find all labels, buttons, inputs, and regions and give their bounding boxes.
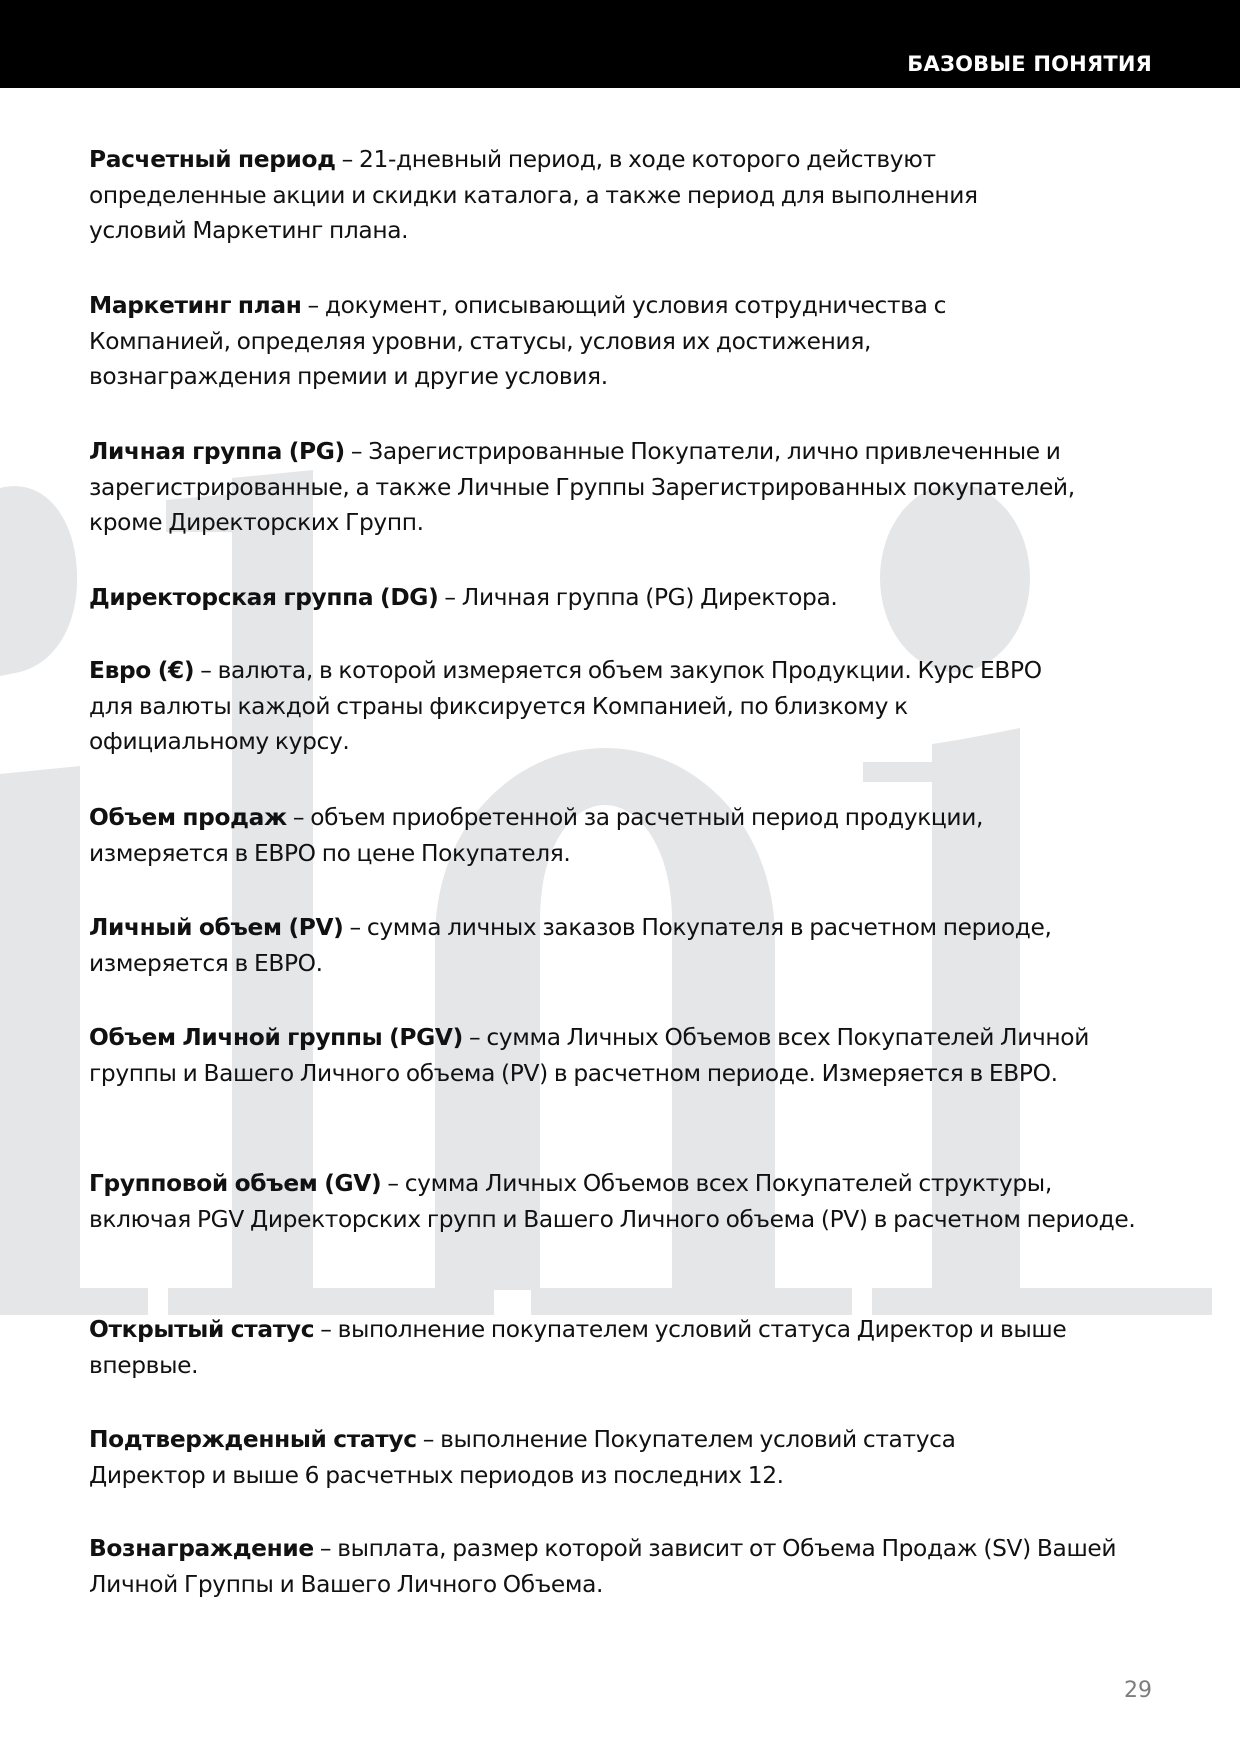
definition-term: Директорская группа (DG): [89, 584, 439, 611]
definition-term: Групповой объем (GV): [89, 1170, 382, 1197]
definition-item: [89, 580, 1149, 616]
definition-separator: –: [194, 657, 218, 684]
definition-separator: –: [438, 584, 462, 611]
definition-separator: –: [301, 292, 325, 319]
definition-item: [89, 910, 1149, 981]
definition-separator: –: [335, 146, 360, 173]
definition-term: Личная группа (PG): [89, 438, 345, 465]
definition-term: Объем Личной группы (PGV): [89, 1024, 463, 1051]
watermark-base-1: [0, 1288, 148, 1315]
definition-term: Открытый статус: [89, 1316, 315, 1343]
definition-term: Евро (€): [89, 657, 195, 684]
page-number: 29: [1124, 1678, 1152, 1703]
definition-text: выполнение покупателем условий статуса Директор и выше впервые.: [89, 1316, 1067, 1379]
definition-text: 21-дневный период, в ходе которого действуют определенные акции и скидки каталога, а также период для выполнения условий Маркетинг плана.: [89, 146, 978, 244]
definition-item: [89, 1531, 1149, 1602]
watermark-left-stem: [0, 766, 80, 1290]
definition-separator: –: [462, 1024, 487, 1051]
definition-separator: –: [313, 1535, 338, 1562]
definition-text: документ, описывающий условия сотрудничества с Компанией, определяя уровни, статусы, условия их достижения, вознаграждения премии и другие условия.: [89, 292, 947, 390]
definition-item: [89, 1422, 1049, 1493]
definition-item: [89, 434, 1149, 541]
definition-item: [89, 653, 1069, 760]
section-title: БАЗОВЫЕ ПОНЯТИЯ: [907, 52, 1152, 76]
watermark-base-3: [531, 1288, 852, 1315]
definition-text: сумма личных заказов Покупателя в расчетном периоде, измеряется в ЕВРО.: [89, 914, 1052, 977]
definition-item: [89, 1312, 1089, 1383]
definition-item: [89, 142, 1069, 249]
watermark-base-2: [168, 1288, 494, 1315]
definition-text: Личная группа (PG) Директора.: [461, 584, 838, 611]
definition-text: сумма Личных Объемов всех Покупателей структуры, включая PGV Директорских групп и Вашего Личного объема (PV) в расчетном периоде.: [89, 1170, 1136, 1233]
definition-term: Личный объем (PV): [89, 914, 344, 941]
definition-item: [89, 800, 1089, 871]
definition-term: Расчетный период: [89, 146, 336, 173]
definition-separator: –: [381, 1170, 405, 1197]
definition-text: выплата, размер которой зависит от Объема Продаж (SV) Вашей Личной Группы и Вашего Личного Объема.: [89, 1535, 1117, 1598]
definition-text: выполнение Покупателем условий статуса Директор и выше 6 расчетных периодов из последних 12.: [89, 1426, 956, 1489]
definition-term: Маркетинг план: [89, 292, 302, 319]
definition-term: Объем продаж: [89, 804, 287, 831]
definition-separator: –: [286, 804, 311, 831]
definition-separator: –: [416, 1426, 441, 1453]
definition-separator: –: [314, 1316, 338, 1343]
definition-item: [89, 288, 1009, 395]
definition-text: объем приобретенной за расчетный период продукции, измеряется в ЕВРО по цене Покупателя.: [89, 804, 984, 867]
watermark-base-4: [872, 1288, 1212, 1315]
definition-text: Зарегистрированные Покупатели, лично привлеченные и зарегистрированные, а также Личные Группы Зарегистрированных покупателей, кроме Директорских Групп.: [89, 438, 1075, 536]
definition-separator: –: [343, 914, 367, 941]
definition-item: [89, 1020, 1089, 1091]
definition-term: Подтвержденный статус: [89, 1426, 417, 1453]
definition-separator: –: [344, 438, 369, 465]
definition-term: Вознаграждение: [89, 1535, 314, 1562]
definition-text: валюта, в которой измеряется объем закупок Продукции. Курс ЕВРО для валюты каждой страны фиксируется Компанией, по близкому к официальному курсу.: [89, 657, 1042, 755]
definition-item: [89, 1166, 1149, 1237]
definition-text: сумма Личных Объемов всех Покупателей Личной группы и Вашего Личного объема (PV) в расчетном периоде. Измеряется в ЕВРО.: [89, 1024, 1089, 1087]
watermark-left-bowl: [0, 486, 77, 676]
